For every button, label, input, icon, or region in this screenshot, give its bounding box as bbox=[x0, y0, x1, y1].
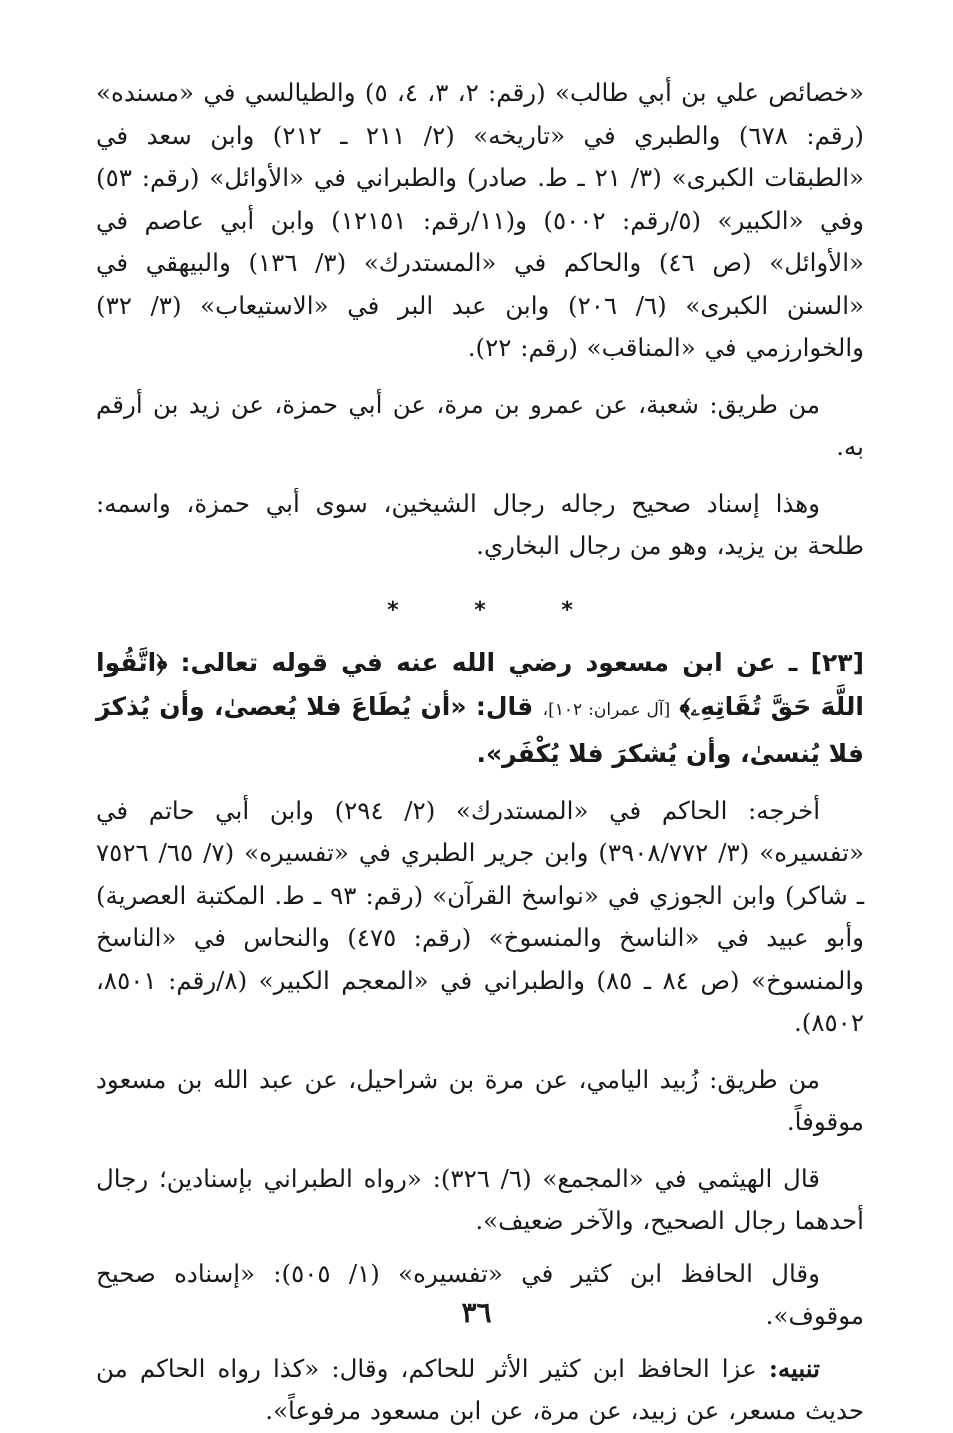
chain-paragraph-2: من طريق: زُبيد اليامي، عن مرة بن شراحيل، عن عبد الله بن مسعود موقوفاً. bbox=[96, 1064, 864, 1136]
quran-reference: [آل عمران: ١٠٢]، bbox=[542, 699, 671, 720]
note-paragraph bbox=[96, 1348, 864, 1433]
hadith-heading-rest: قال: «أن يُطَاعَ فلا يُعصىٰ، وأن يُذكرَ فلا يُنسىٰ، وأن يُشكرَ فلا يُكْفَر». bbox=[96, 691, 864, 768]
chain-paragraph: من طريق: شعبة، عن عمرو بن مرة، عن أبي حمزة، عن زيد بن أرقم به. bbox=[96, 389, 864, 461]
haythami-quote-paragraph: قال الهيثمي في «المجمع» (٦/ ٣٢٦): «رواه الطبراني بإسنادين؛ رجال أحدهما رجال الصحيح، والآخر ضعيف». bbox=[96, 1163, 864, 1235]
page-number: ٣٦ bbox=[461, 1296, 492, 1329]
note-label: تنبيه: bbox=[768, 1353, 820, 1383]
note-text: عزا الحافظ ابن كثير الأثر للحاكم، وقال: «كذا رواه الحاكم من حديث مسعر، عن زبيد، عن مرة، عن ابن مسعود مرفوعاً». bbox=[96, 1353, 864, 1425]
document-body bbox=[96, 72, 864, 1433]
ibn-kathir-paragraph: وقال الحافظ ابن كثير في «تفسيره» (١/ ٥٠٥): «إسناده صحيح موقوف». bbox=[96, 1258, 864, 1330]
grading-paragraph: وهذا إسناد صحيح رجاله رجال الشيخين، سوى أبي حمزة، واسمه: طلحة بن يزيد، وهو من رجال البخاري. bbox=[96, 488, 864, 560]
takhrij-paragraph: أخرجه: الحاكم في «المستدرك» (٢/ ٢٩٤) وابن أبي حاتم في «تفسيره» (٣/ ٣٩٠٨/٧٧٢) وابن جرير الطبري في «تفسيره» (٧/ ٦٥/ ٧٥٢٦ ـ شاكر) وابن الجوزي في «نواسخ القرآن» (رقم: ٩٣ ـ ط. المكتبة العصرية) وأبو عبيد في «الناسخ والمنسوخ» (رقم: ٤٧٥) والنحاس في «الناسخ والمنسوخ» (ص ٨٤ ـ ٨٥) والطبراني في «المعجم الكبير» (٨/رقم: ٨٥٠١، ٨٥٠٢). bbox=[96, 795, 864, 1037]
hadith-heading bbox=[96, 641, 864, 776]
hadith-heading-main: [٢٣] ـ عن ابن مسعود رضي الله عنه في قوله تعالى: ﴿اتَّقُوا اللَّهَ حَقَّ تُقَاتِهِۦ﴾ bbox=[96, 647, 864, 721]
citation-paragraph: «خصائص علي بن أبي طالب» (رقم: ٢، ٣، ٤، ٥) والطيالسي في «مسنده» (رقم: ٦٧٨) والطبري في «تاريخه» (٢/ ٢١١ ـ ٢١٢) وابن سعد في «الطبقات الكبرى» (٣/ ٢١ ـ ط. صادر) والطبراني في «الأوائل» (رقم: ٥٣) وفي «الكبير» (٥/رقم: ٥٠٠٢) و(١١/رقم: ١٢١٥١) وابن أبي عاصم في «الأوائل» (ص ٤٦) والحاكم في «المستدرك» (٣/ ١٣٦) والبيهقي في «السنن الكبرى» (٦/ ٢٠٦) وابن عبد البر في «الاستيعاب» (٣/ ٣٢) والخوارزمي في «المناقب» (رقم: ٢٢). bbox=[96, 78, 864, 362]
section-divider-stars: * * * bbox=[387, 597, 607, 623]
